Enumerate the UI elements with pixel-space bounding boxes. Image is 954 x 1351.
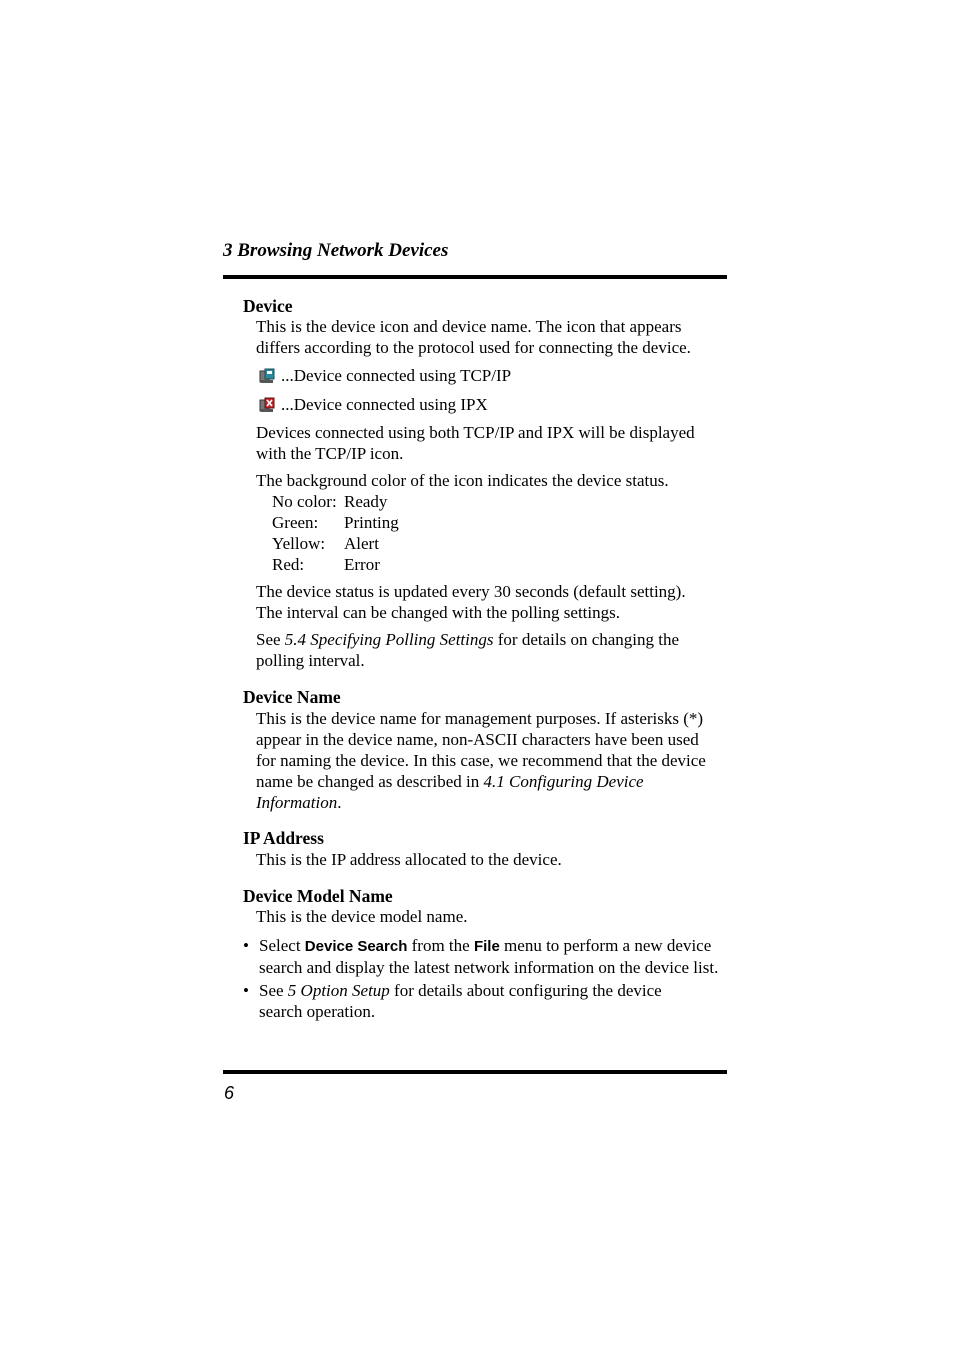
device-name-line1: This is the device name for management purposes. If asterisks (*): [256, 709, 704, 728]
option-setup-link[interactable]: 5 Option Setup: [287, 981, 390, 1000]
status-label: No color:: [272, 492, 337, 511]
bullet-device-search: [243, 935, 723, 978]
ipx-icon-row: [259, 395, 488, 415]
model-name-heading: Device Model Name: [243, 886, 393, 906]
status-value: Error: [344, 555, 380, 574]
status-value: Printing: [344, 513, 399, 532]
bullet-dot: •: [243, 981, 249, 1000]
status-value: Alert: [344, 534, 379, 553]
tcpip-icon-row: [259, 366, 511, 386]
header-rule: [223, 275, 727, 279]
device-name-line3: for naming the device. In this case, we recommend that the device: [256, 751, 706, 770]
bullet2-line2: search operation.: [259, 1002, 376, 1021]
status-list: [272, 491, 399, 575]
tcpip-dots: ...: [281, 366, 294, 385]
device-name-heading: Device Name: [243, 687, 341, 707]
status-row: [272, 533, 379, 554]
bullet-dot: •: [243, 936, 249, 955]
device-name-line4: name be changed as described in: [256, 772, 484, 791]
status-label: Yellow:: [272, 534, 326, 553]
configuring-device-link-cont[interactable]: Information: [256, 793, 338, 812]
status-row: [272, 554, 380, 575]
status-value: Ready: [344, 492, 388, 511]
footer-rule: [223, 1070, 727, 1074]
both-line2: with the TCP/IP icon.: [256, 444, 404, 463]
see-line2: polling interval.: [256, 651, 365, 670]
page-number: 6: [224, 1083, 235, 1103]
device-intro-line1: This is the device icon and device name. The icon that appears: [256, 317, 682, 336]
bg-color-intro: The background color of the icon indicates the device status.: [256, 471, 669, 490]
polling-line2: The interval can be changed with the polling settings.: [256, 603, 620, 622]
polling-reference: [256, 629, 728, 671]
ipx-device-icon: [259, 397, 275, 413]
bullet2-rest: for details about configuring the device: [389, 981, 662, 1000]
file-menu-name: File: [473, 938, 500, 955]
status-row: [272, 491, 388, 512]
configuring-device-link[interactable]: 4.1 Configuring Device: [483, 772, 644, 791]
status-label: Red:: [272, 555, 305, 574]
device-search-command: Device Search: [304, 938, 408, 955]
device-intro-line2: differs according to the protocol used for connecting the device.: [256, 338, 691, 357]
status-label: Green:: [272, 513, 319, 532]
bullet2-see: See: [259, 981, 288, 1000]
ip-address-heading: IP Address: [243, 828, 324, 848]
tcpip-label: Device connected using TCP/IP: [293, 366, 512, 385]
ipx-dots: ...: [281, 395, 294, 414]
ip-address-text: This is the IP address allocated to the device.: [256, 850, 562, 869]
device-name-period: .: [337, 793, 342, 812]
both-protocols-note: [256, 422, 728, 464]
device-name-text: [256, 708, 728, 813]
bullet1-select: Select: [259, 936, 305, 955]
device-intro: [256, 316, 728, 358]
device-heading: Device: [243, 296, 293, 316]
chapter-header: 3 Browsing Network Devices: [223, 240, 449, 261]
bullet1-from: from the: [407, 936, 474, 955]
status-row: [272, 512, 399, 533]
bullet1-line2: search and display the latest network information on the device list.: [259, 958, 719, 977]
tcpip-device-icon: [259, 368, 275, 384]
device-name-line2: appear in the device name, non-ASCII characters have been used: [256, 730, 699, 749]
see-suffix: for details on changing the: [493, 630, 680, 649]
see-prefix: See: [256, 630, 285, 649]
bullet-option-setup: [243, 980, 723, 1022]
model-name-text: This is the device model name.: [256, 907, 468, 926]
polling-note: [256, 581, 728, 623]
both-line1: Devices connected using both TCP/IP and IPX will be displayed: [256, 423, 695, 442]
polling-settings-link[interactable]: 5.4 Specifying Polling Settings: [284, 630, 494, 649]
polling-line1: The device status is updated every 30 seconds (default setting).: [256, 582, 686, 601]
bullet1-rest: menu to perform a new device: [499, 936, 712, 955]
ipx-label: Device connected using IPX: [293, 395, 488, 414]
